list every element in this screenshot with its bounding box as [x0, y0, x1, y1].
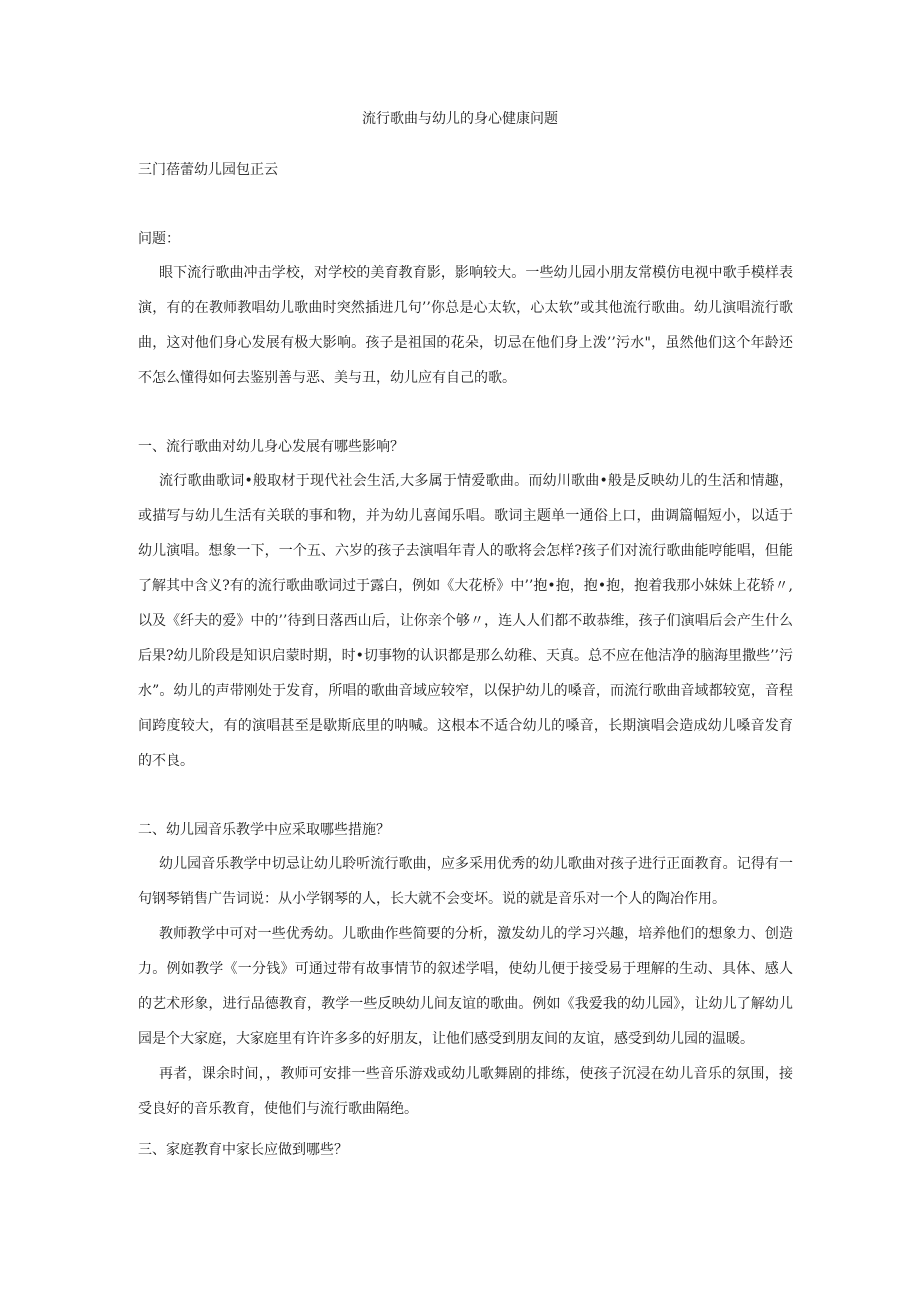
paragraph: 眼下流行歌曲冲击学校，对学校的美育教育影，影响较大。一些幼儿园小朋友常模仿电视中歌手模样表演，有的在教师教唱幼儿歌曲时突然插进几句’’你总是心太软，心太软”或其他流行歌曲。幼儿演唱流行歌曲，这对他们身心发展有极大影响。孩子是祖国的花朵，切忌在他们身上泼’’污水"，虽然他们这个年龄还不怎么懂得如何去鉴别善与恶、美与丑，幼儿应有自己的歌。: [138, 265, 793, 386]
document-body: [138, 228, 793, 1161]
author-line: 三门蓓蕾幼儿园包正云: [138, 162, 278, 178]
paragraph: 教师教学中可对一些优秀幼。儿歌曲作些简要的分析，激发幼儿的学习兴趣，培养他们的想象力、创造力。例如教学《一分钱》可通过带有故事情节的叙述学唱，使幼儿便于接受易于理解的生动、具体、感人的艺术形象，进行品德教育，教学一些反映幼儿间友谊的歌曲。例如《我爱我的幼儿园》，让幼儿了解幼儿园是个大家庭，大家庭里有许许多多的好朋友，让他们感受到朋友间的友谊，感受到幼儿园的温暖。: [138, 926, 793, 1047]
section-heading-problem: 问题：: [138, 231, 180, 247]
section-heading-2: 二、幼儿园音乐教学中应采取哪些措施？: [138, 822, 390, 838]
document-title: 流行歌曲与幼儿的身心健康问题: [362, 111, 558, 127]
paragraph: 再者，课余时间，，教师可安排一些音乐游戏或幼儿歌舞剧的排练，使孩子沉浸在幼儿音乐的氛围，接受良好的音乐教育，使他们与流行歌曲隔绝。: [138, 1066, 793, 1117]
section-heading-3: 三、家庭教育中家长应做到哪些？: [138, 1142, 348, 1158]
paragraph: 幼儿园音乐教学中切忌让幼儿聆听流行歌曲，应多采用优秀的幼儿歌曲对孩子进行正面教育。记得有一句钢琴销售广告词说：从小学钢琴的人，长大就不会变坏。说的就是音乐对一个人的陶冶作用。: [138, 856, 793, 907]
section-heading-1: 一、流行歌曲对幼儿身心发展有哪些影响？: [138, 439, 404, 455]
paragraph: 流行歌曲歌词•般取材于现代社会生活,大多属于情爱歌曲。而幼川歌曲•般是反映幼儿的生活和情趣，或描写与幼儿生活有关联的事和物，并为幼儿喜闻乐唱。歌词主题单一通俗上口，曲调篇幅短小，以适于幼儿演唱。想象一下，一个五、六岁的孩子去演唱年青人的歌将会怎样?孩子们对流行歌曲能哼能唱，但能了解其中含义?有的流行歌曲歌词过于露白，例如《大花桥》中’’抱•抱，抱•抱，抱着我那小妹妹上花轿〃,以及《纤夫的爱》中的’’待到日落西山后，让你亲个够〃，连人人们都不敢恭维，孩子们演唱后会产生什么后果?幼儿阶段是知识启蒙时期，时•切事物的认识都是那么幼稚、天真。总不应在他洁净的脑海里撒些’’污水”。幼儿的声带刚处于发育，所唱的歌曲音域应较窄，以保护幼儿的嗓音，而流行歌曲音域都较宽，音程间跨度较大，有的演唱甚至是歇斯底里的呐喊。这根本不适合幼儿的嗓音，长期演唱会造成幼儿嗓音发育的不良。: [138, 473, 793, 769]
